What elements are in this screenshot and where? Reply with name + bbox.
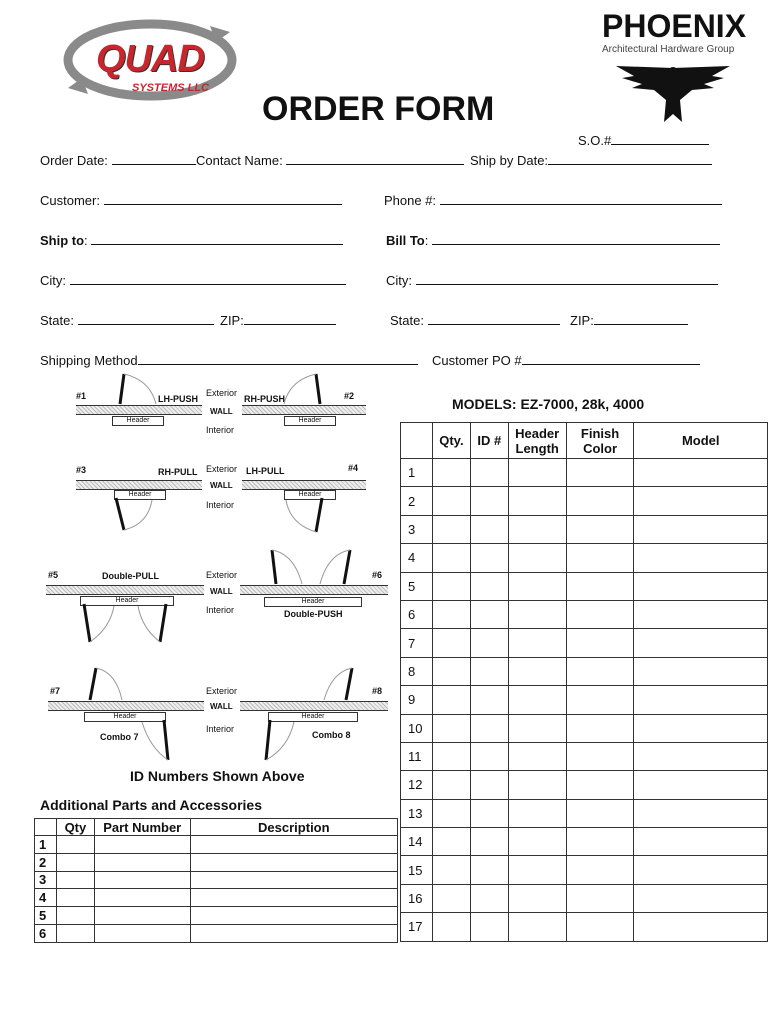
models-header-length: Header Length xyxy=(508,423,566,459)
city-left-field[interactable] xyxy=(40,272,346,288)
diagram-num-1: #1 xyxy=(76,391,87,401)
models-cell-id[interactable] xyxy=(470,686,508,714)
customer-field[interactable] xyxy=(40,192,342,208)
models-cell-color[interactable] xyxy=(566,742,634,770)
interior-label-4: Interior xyxy=(206,724,235,734)
parts-cell-qty[interactable] xyxy=(56,924,94,942)
models-cell-color[interactable] xyxy=(566,856,634,884)
models-row-number: 1 xyxy=(401,459,433,487)
models-row xyxy=(401,459,768,487)
models-cell-qty[interactable] xyxy=(432,459,470,487)
customer-po-field[interactable] xyxy=(432,352,700,368)
models-cell-color[interactable] xyxy=(566,657,634,685)
header-4b: Header xyxy=(268,712,358,722)
models-cell-qty[interactable] xyxy=(432,771,470,799)
phoenix-logo-subtext: Architectural Hardware Group xyxy=(602,44,735,55)
ship-to-label: Ship to xyxy=(40,233,85,248)
door-swing-icon-row3 xyxy=(70,548,383,648)
models-cell-length[interactable] xyxy=(508,856,566,884)
models-row-number: 11 xyxy=(401,742,433,770)
models-cell-qty[interactable] xyxy=(432,657,470,685)
quad-logo-text: QUAD xyxy=(96,38,204,80)
models-row xyxy=(401,487,768,515)
models-row-number: 4 xyxy=(401,544,433,572)
models-cell-model[interactable] xyxy=(634,913,768,941)
models-cell-qty[interactable] xyxy=(432,856,470,884)
ship-by-date-field[interactable] xyxy=(470,152,712,168)
header-4a: Header xyxy=(84,712,166,722)
models-cell-id[interactable] xyxy=(470,913,508,941)
models-cell-color[interactable] xyxy=(566,799,634,827)
models-row xyxy=(401,600,768,628)
parts-cell-qty[interactable] xyxy=(56,871,94,889)
models-cell-color[interactable] xyxy=(566,771,634,799)
city-right-field[interactable] xyxy=(386,272,718,288)
models-row xyxy=(401,714,768,742)
models-cell-qty[interactable] xyxy=(432,913,470,941)
models-row xyxy=(401,657,768,685)
parts-row-number: 1 xyxy=(35,836,57,854)
models-cell-model[interactable] xyxy=(634,856,768,884)
models-header-blank xyxy=(401,423,433,459)
models-cell-id[interactable] xyxy=(470,600,508,628)
models-row-number: 7 xyxy=(401,629,433,657)
models-row-number: 9 xyxy=(401,686,433,714)
models-cell-color[interactable] xyxy=(566,629,634,657)
models-cell-length[interactable] xyxy=(508,487,566,515)
models-cell-model[interactable] xyxy=(634,828,768,856)
models-cell-model[interactable] xyxy=(634,629,768,657)
parts-title: Additional Parts and Accessories xyxy=(40,797,262,813)
diagram-label-7: Combo 7 xyxy=(100,732,139,742)
models-cell-length[interactable] xyxy=(508,657,566,685)
models-cell-id[interactable] xyxy=(470,742,508,770)
parts-header-row xyxy=(35,819,398,836)
diagram-label-1: LH-PUSH xyxy=(158,394,198,404)
models-cell-length[interactable] xyxy=(508,600,566,628)
phone-label: Phone #: xyxy=(384,193,437,208)
header-3b: Header xyxy=(264,597,362,607)
parts-row xyxy=(35,924,398,942)
models-cell-id[interactable] xyxy=(470,714,508,742)
parts-table xyxy=(34,818,398,943)
phone-field[interactable] xyxy=(384,192,722,208)
models-cell-color[interactable] xyxy=(566,884,634,912)
parts-cell-description[interactable] xyxy=(190,907,397,925)
models-cell-length[interactable] xyxy=(508,884,566,912)
customer-label: Customer: xyxy=(40,193,100,208)
models-cell-id[interactable] xyxy=(470,515,508,543)
wall-label-3: WALL xyxy=(210,587,233,596)
door-swing-icon-row1 xyxy=(100,370,380,410)
diagram-label-2: RH-PUSH xyxy=(244,394,286,404)
models-cell-model[interactable] xyxy=(634,742,768,770)
diagram-label-6: Double-PUSH xyxy=(284,609,343,619)
models-cell-length[interactable] xyxy=(508,544,566,572)
models-header-id: ID # xyxy=(470,423,508,459)
models-cell-qty[interactable] xyxy=(432,714,470,742)
models-cell-qty[interactable] xyxy=(432,544,470,572)
models-title: MODELS: EZ-7000, 28k, 4000 xyxy=(452,396,645,412)
models-cell-model[interactable] xyxy=(634,600,768,628)
models-cell-id[interactable] xyxy=(470,629,508,657)
models-cell-color[interactable] xyxy=(566,828,634,856)
models-header-model: Model xyxy=(634,423,768,459)
parts-row xyxy=(35,907,398,925)
exterior-label-3: Exterior xyxy=(206,570,238,580)
models-row xyxy=(401,913,768,941)
header-3a: Header xyxy=(80,596,174,606)
so-label: S.O.# xyxy=(578,133,612,148)
parts-cell-part[interactable] xyxy=(94,853,190,871)
parts-row-number: 5 xyxy=(35,907,57,925)
models-cell-color[interactable] xyxy=(566,487,634,515)
parts-cell-part[interactable] xyxy=(94,836,190,854)
models-cell-qty[interactable] xyxy=(432,515,470,543)
diagram-num-3: #3 xyxy=(76,465,87,475)
zip-right-label: ZIP: xyxy=(570,313,594,328)
models-cell-qty[interactable] xyxy=(432,572,470,600)
interior-label-2: Interior xyxy=(206,500,235,510)
models-row-number: 17 xyxy=(401,913,433,941)
parts-cell-part[interactable] xyxy=(94,889,190,907)
shipping-method-field[interactable] xyxy=(40,352,418,368)
wall-2b xyxy=(242,480,366,490)
exterior-label-2: Exterior xyxy=(206,464,238,474)
models-row-number: 3 xyxy=(401,515,433,543)
models-row-number: 10 xyxy=(401,714,433,742)
models-row xyxy=(401,629,768,657)
parts-cell-part[interactable] xyxy=(94,907,190,925)
models-row xyxy=(401,515,768,543)
models-row xyxy=(401,771,768,799)
models-cell-length[interactable] xyxy=(508,515,566,543)
parts-row xyxy=(35,836,398,854)
models-cell-length[interactable] xyxy=(508,686,566,714)
models-cell-id[interactable] xyxy=(470,544,508,572)
models-cell-model[interactable] xyxy=(634,771,768,799)
state-right-field[interactable] xyxy=(390,312,560,328)
models-header-color: Finish Color xyxy=(566,423,634,459)
parts-cell-qty[interactable] xyxy=(56,907,94,925)
order-date-label: Order Date: xyxy=(40,153,108,168)
state-left-label: State: xyxy=(40,313,74,328)
models-cell-length[interactable] xyxy=(508,714,566,742)
wall-label-2: WALL xyxy=(210,481,233,490)
diagram-label-3: RH-PULL xyxy=(158,467,198,477)
bill-to-label: Bill To xyxy=(386,233,425,248)
models-row-number: 6 xyxy=(401,600,433,628)
zip-right-field[interactable] xyxy=(570,312,688,328)
models-cell-model[interactable] xyxy=(634,572,768,600)
models-cell-length[interactable] xyxy=(508,799,566,827)
parts-row-number: 4 xyxy=(35,889,57,907)
diagram-label-8: Combo 8 xyxy=(312,730,351,740)
models-cell-qty[interactable] xyxy=(432,828,470,856)
models-row-number: 15 xyxy=(401,856,433,884)
header-2a: Header xyxy=(114,490,166,500)
models-cell-color[interactable] xyxy=(566,459,634,487)
wall-label-1: WALL xyxy=(210,407,233,416)
models-cell-qty[interactable] xyxy=(432,629,470,657)
models-row-number: 13 xyxy=(401,799,433,827)
models-row-number: 12 xyxy=(401,771,433,799)
models-cell-color[interactable] xyxy=(566,714,634,742)
models-cell-length[interactable] xyxy=(508,828,566,856)
so-field[interactable] xyxy=(578,132,709,148)
diagram-num-4: #4 xyxy=(348,463,359,473)
models-row-number: 16 xyxy=(401,884,433,912)
models-row xyxy=(401,686,768,714)
bill-to-field[interactable]: Bill To: xyxy=(386,232,720,248)
models-cell-color[interactable] xyxy=(566,572,634,600)
models-cell-model[interactable] xyxy=(634,544,768,572)
parts-cell-part[interactable] xyxy=(94,871,190,889)
models-cell-model[interactable] xyxy=(634,714,768,742)
ship-by-date-label: Ship by Date: xyxy=(470,153,549,168)
models-cell-id[interactable] xyxy=(470,828,508,856)
models-cell-id[interactable] xyxy=(470,572,508,600)
exterior-label-4: Exterior xyxy=(206,686,238,696)
shipping-method-label: Shipping Method xyxy=(40,353,138,368)
models-cell-id[interactable] xyxy=(470,657,508,685)
models-cell-length[interactable] xyxy=(508,459,566,487)
city-left-label: City: xyxy=(40,273,66,288)
models-cell-length[interactable] xyxy=(508,771,566,799)
models-row-number: 8 xyxy=(401,657,433,685)
models-row-number: 5 xyxy=(401,572,433,600)
models-header-row xyxy=(401,423,768,459)
ship-to-field[interactable]: Ship to: xyxy=(40,232,343,248)
models-cell-id[interactable] xyxy=(470,884,508,912)
models-cell-model[interactable] xyxy=(634,515,768,543)
models-cell-length[interactable] xyxy=(508,742,566,770)
models-cell-qty[interactable] xyxy=(432,686,470,714)
zip-left-label: ZIP: xyxy=(220,313,244,328)
parts-row xyxy=(35,871,398,889)
models-row-number: 2 xyxy=(401,487,433,515)
order-date-field[interactable] xyxy=(40,152,196,168)
parts-row xyxy=(35,889,398,907)
models-cell-color[interactable] xyxy=(566,913,634,941)
models-cell-length[interactable] xyxy=(508,913,566,941)
interior-label-1: Interior xyxy=(206,425,235,435)
parts-cell-description[interactable] xyxy=(190,871,397,889)
phoenix-logo-text: PHOENIX xyxy=(602,8,747,44)
models-cell-qty[interactable] xyxy=(432,884,470,912)
wall-2a xyxy=(76,480,202,490)
models-row-number: 14 xyxy=(401,828,433,856)
models-cell-color[interactable] xyxy=(566,515,634,543)
models-cell-length[interactable] xyxy=(508,629,566,657)
diagram-caption: ID Numbers Shown Above xyxy=(130,768,305,784)
models-cell-length[interactable] xyxy=(508,572,566,600)
phoenix-logo xyxy=(598,8,748,128)
interior-label-3: Interior xyxy=(206,605,235,615)
contact-name-label: Contact Name: xyxy=(196,153,283,168)
models-cell-id[interactable] xyxy=(470,799,508,827)
diagram-num-7: #7 xyxy=(50,686,61,696)
eagle-icon xyxy=(614,60,732,126)
models-cell-model[interactable] xyxy=(634,884,768,912)
parts-header-blank xyxy=(35,819,57,836)
diagram-label-4: LH-PULL xyxy=(246,466,285,476)
models-cell-model[interactable] xyxy=(634,459,768,487)
parts-cell-description[interactable] xyxy=(190,853,397,871)
models-cell-qty[interactable] xyxy=(432,799,470,827)
models-cell-qty[interactable] xyxy=(432,742,470,770)
state-right-label: State: xyxy=(390,313,424,328)
parts-cell-qty[interactable] xyxy=(56,853,94,871)
parts-cell-description[interactable] xyxy=(190,836,397,854)
models-cell-id[interactable] xyxy=(470,771,508,799)
diagram-label-5: Double-PULL xyxy=(102,571,159,581)
quad-logo xyxy=(60,12,240,107)
door-swing-icon-row2 xyxy=(100,494,380,536)
models-row xyxy=(401,884,768,912)
exterior-label-1: Exterior xyxy=(206,388,238,398)
models-cell-model[interactable] xyxy=(634,487,768,515)
models-row xyxy=(401,828,768,856)
parts-cell-description[interactable] xyxy=(190,889,397,907)
diagram-num-8: #8 xyxy=(372,686,383,696)
models-cell-color[interactable] xyxy=(566,544,634,572)
parts-row-number: 6 xyxy=(35,924,57,942)
models-row xyxy=(401,742,768,770)
contact-name-field[interactable] xyxy=(196,152,464,168)
models-cell-model[interactable] xyxy=(634,657,768,685)
models-cell-id[interactable] xyxy=(470,856,508,884)
models-cell-color[interactable] xyxy=(566,600,634,628)
parts-header-qty: Qty xyxy=(56,819,94,836)
header-1a: Header xyxy=(112,416,164,426)
models-cell-qty[interactable] xyxy=(432,600,470,628)
models-table xyxy=(400,422,768,942)
models-cell-id[interactable] xyxy=(470,459,508,487)
door-swing-icon-row4 xyxy=(70,664,383,764)
parts-row-number: 2 xyxy=(35,853,57,871)
parts-header-part: Part Number xyxy=(94,819,190,836)
zip-left-field[interactable] xyxy=(220,312,336,328)
models-row xyxy=(401,856,768,884)
parts-cell-description[interactable] xyxy=(190,924,397,942)
parts-header-description: Description xyxy=(190,819,397,836)
header-1b: Header xyxy=(284,416,336,426)
page-title: ORDER FORM xyxy=(262,90,495,128)
models-header-qty: Qty. xyxy=(432,423,470,459)
parts-cell-qty[interactable] xyxy=(56,889,94,907)
models-cell-qty[interactable] xyxy=(432,487,470,515)
state-left-field[interactable] xyxy=(40,312,214,328)
parts-cell-part[interactable] xyxy=(94,924,190,942)
models-row xyxy=(401,544,768,572)
parts-row xyxy=(35,853,398,871)
diagram-num-2: #2 xyxy=(344,391,355,401)
models-row xyxy=(401,799,768,827)
models-cell-model[interactable] xyxy=(634,686,768,714)
quad-logo-subtext: SYSTEMS LLC xyxy=(132,82,210,94)
parts-cell-qty[interactable] xyxy=(56,836,94,854)
models-cell-model[interactable] xyxy=(634,799,768,827)
wall-label-4: WALL xyxy=(210,702,233,711)
diagram-num-6: #6 xyxy=(372,570,383,580)
city-right-label: City: xyxy=(386,273,412,288)
models-row xyxy=(401,572,768,600)
customer-po-label: Customer PO # xyxy=(432,353,522,368)
models-cell-id[interactable] xyxy=(470,487,508,515)
diagram-num-5: #5 xyxy=(48,570,59,580)
models-cell-color[interactable] xyxy=(566,686,634,714)
parts-row-number: 3 xyxy=(35,871,57,889)
header-2b: Header xyxy=(284,490,336,500)
